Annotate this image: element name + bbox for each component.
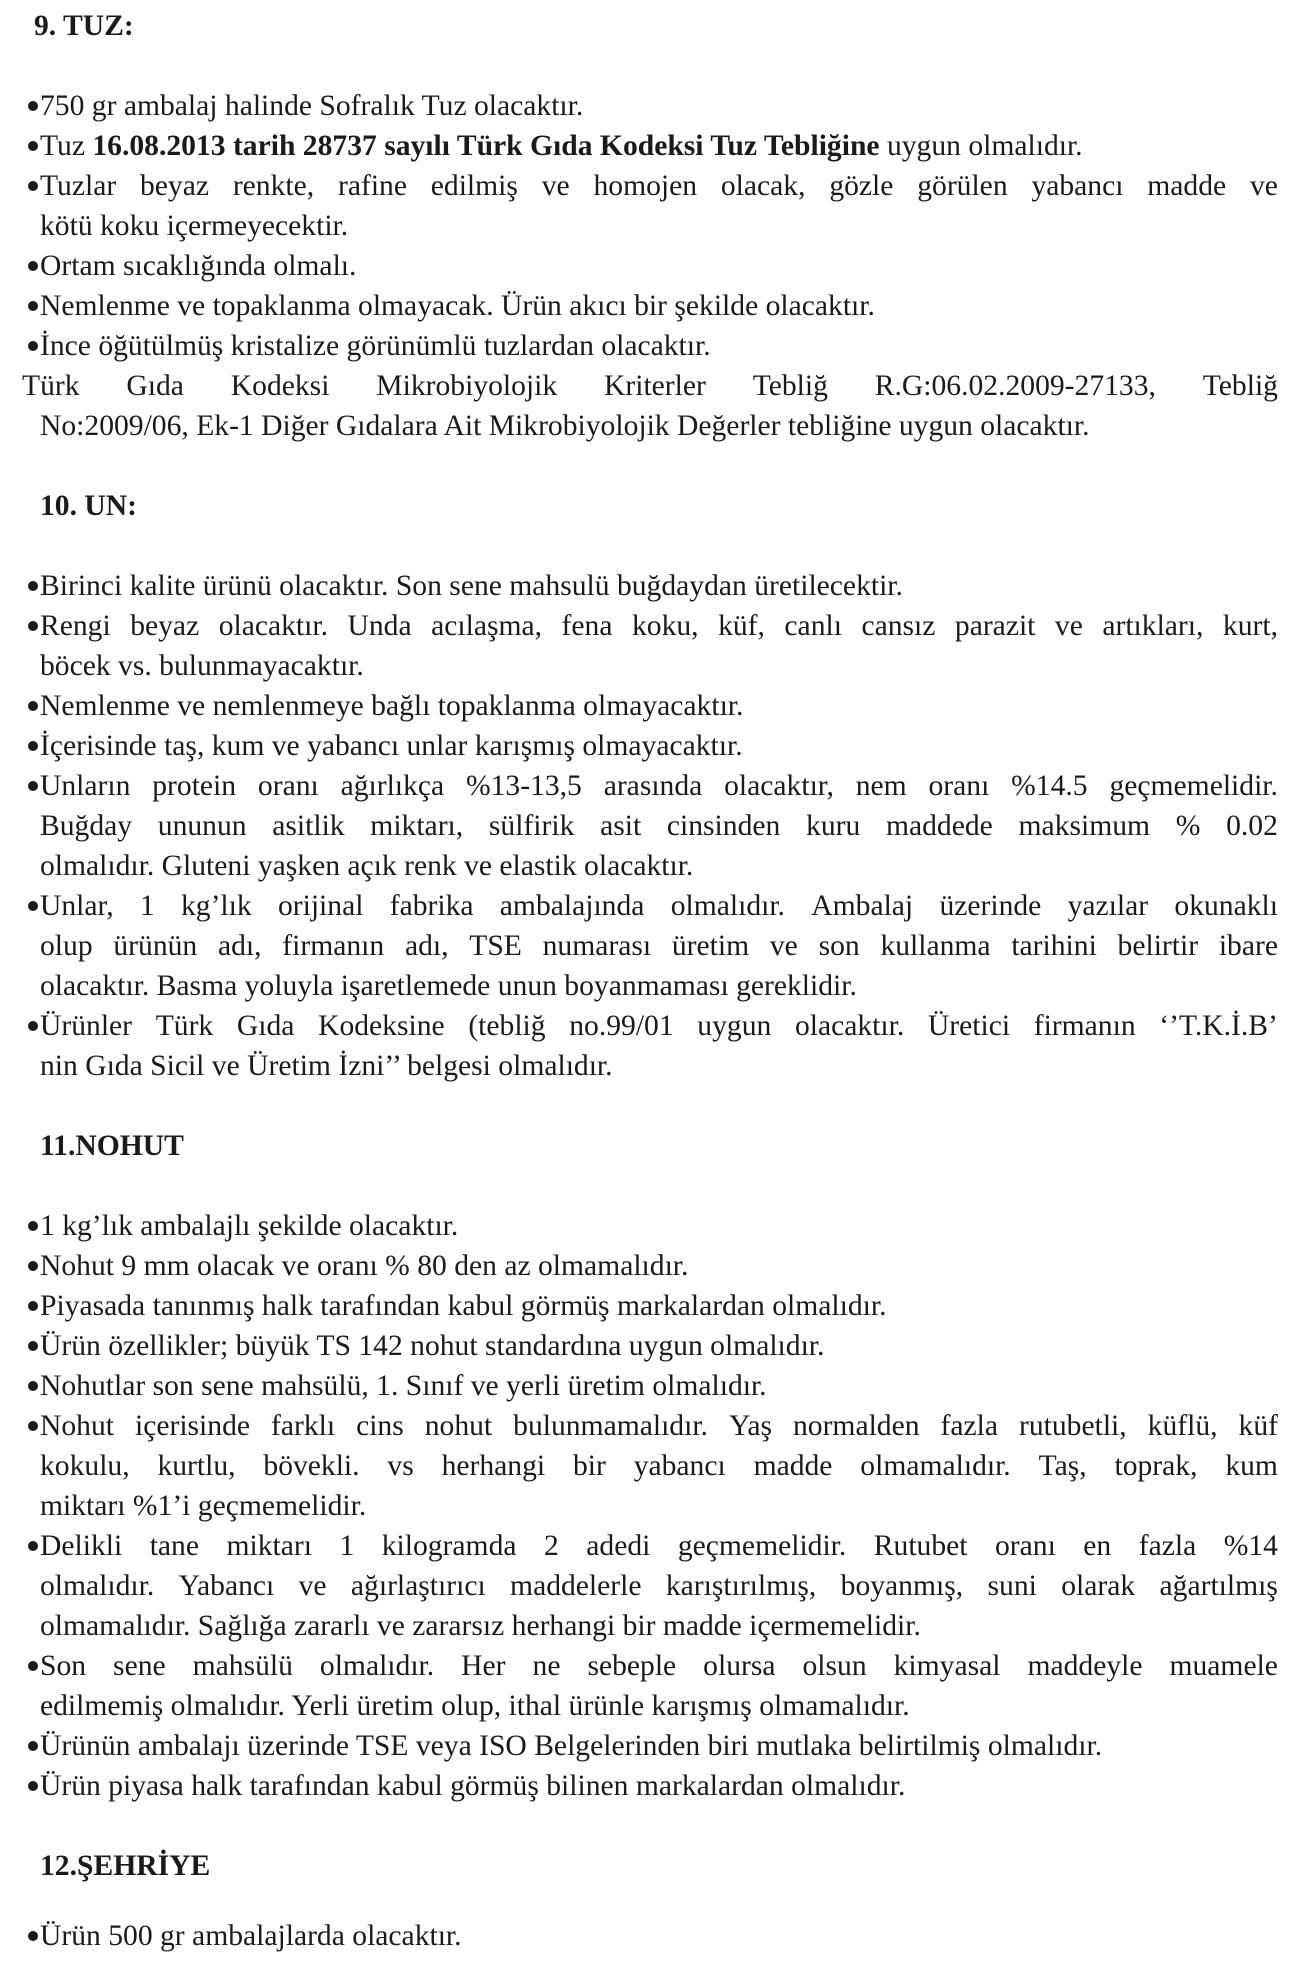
list-item: 750 gr ambalaj halinde Sofralık Tuz olacaktır. — [40, 90, 584, 122]
section-title-nohut: 11.NOHUT — [40, 1130, 184, 1162]
list-item: İnce öğütülmüş kristalize görünümlü tuzlardan olacaktır. — [40, 330, 711, 362]
list-item: İçerisinde taş, kum ve yabancı unlar karışmış olmayacaktır. — [40, 730, 743, 762]
list-item: Nemlenme ve topaklanma olmayacak. Ürün akıcı bir şekilde olacaktır. — [40, 290, 875, 322]
bullet-icon — [28, 1341, 38, 1351]
list-item: Tuz 16.08.2013 tarih 28737 sayılı Türk Gıda Kodeksi Tuz Tebliğine uygun olmalıdır. — [40, 130, 1083, 162]
bullet-icon — [28, 621, 38, 631]
list-item-continuation: Buğday ununun asitlik miktarı, sülfirik asit cinsinden kuru maddede maksimum % 0.02 — [40, 810, 1278, 842]
bullet-icon — [28, 1221, 38, 1231]
list-item: 1 kg’lık ambalajlı şekilde olacaktır. — [40, 1210, 459, 1242]
list-item-continuation: böcek vs. bulunmayacaktır. — [40, 650, 364, 682]
list-item: Ürünler Türk Gıda Kodeksine (tebliğ no.99/01 uygun olacaktır. Üretici firmanın ‘’T.K.İ.B’ — [40, 1010, 1278, 1042]
bullet-icon — [28, 141, 38, 151]
bullet-icon — [28, 301, 38, 311]
list-item: Ortam sıcaklığında olmalı. — [40, 250, 357, 282]
list-item: Ürün özellikler; büyük TS 142 nohut standardına uygun olmalıdır. — [40, 1330, 825, 1362]
bullet-icon — [28, 701, 38, 711]
bullet-icon — [28, 901, 38, 911]
section-title-sehriye: 12.ŞEHRİYE — [40, 1850, 211, 1882]
list-item: Unların protein oranı ağırlıkça %13-13,5 arasında olacaktır, nem oranı %14.5 geçmemelidir. — [40, 770, 1278, 802]
bullet-icon — [28, 1661, 38, 1671]
bullet-icon — [28, 261, 38, 271]
regulation-note-continuation: No:2009/06, Ek-1 Diğer Gıdalara Ait Mikrobiyolojik Değerler tebliğine uygun olacaktır. — [40, 410, 1090, 442]
list-item-continuation: miktarı %1’i geçmemelidir. — [40, 1490, 367, 1522]
list-item-continuation: olmamalıdır. Sağlığa zararlı ve zararsız herhangi bir madde içermemelidir. — [40, 1610, 921, 1642]
bullet-icon — [28, 1381, 38, 1391]
list-item: Nohut 9 mm olacak ve oranı % 80 den az olmamalıdır. — [40, 1250, 689, 1282]
list-item: Ürünün ambalajı üzerinde TSE veya ISO Belgelerinden biri mutlaka belirtilmiş olmalıdır. — [40, 1730, 1103, 1762]
list-item: Nemlenme ve nemlenmeye bağlı topaklanma olmayacaktır. — [40, 690, 744, 722]
regulation-reference: 16.08.2013 tarih 28737 sayılı Türk Gıda Kodeksi Tuz Tebliğine — [92, 130, 880, 162]
section-title-tuz: 9. TUZ: — [34, 10, 134, 42]
bullet-icon — [28, 1931, 38, 1941]
list-item-continuation: kokulu, kurtlu, bövekli. vs herhangi bir yabancı madde olmamalıdır. Taş, toprak, kum — [40, 1450, 1278, 1482]
regulation-note: Türk Gıda Kodeksi Mikrobiyolojik Kriterler Tebliğ R.G:06.02.2009-27133, Tebliğ — [22, 370, 1278, 402]
bullet-icon — [28, 741, 38, 751]
bullet-icon — [28, 1301, 38, 1311]
list-item: Delikli tane miktarı 1 kilogramda 2 adedi geçmemelidir. Rutubet oranı en fazla %14 — [40, 1530, 1278, 1562]
list-item: Rengi beyaz olacaktır. Unda acılaşma, fena koku, küf, canlı cansız parazit ve artıkları, kurt, — [40, 610, 1278, 642]
list-item: Unlar, 1 kg’lık orijinal fabrika ambalajında olmalıdır. Ambalaj üzerinde yazılar okunaklı — [40, 890, 1278, 922]
bullet-icon — [28, 581, 38, 591]
bullet-icon — [28, 1021, 38, 1031]
list-item-continuation: olmalıdır. Gluteni yaşken açık renk ve elastik olacaktır. — [40, 850, 694, 882]
list-item: Ürün 500 gr ambalajlarda olacaktır. — [40, 1920, 462, 1952]
list-item: Piyasada tanınmış halk tarafından kabul görmüş markalardan olmalıdır. — [40, 1290, 887, 1322]
list-item-continuation: nin Gıda Sicil ve Üretim İzni’’ belgesi olmalıdır. — [40, 1050, 613, 1082]
list-item: Nohut içerisinde farklı cins nohut bulunmamalıdır. Yaş normalden fazla rutubetli, küflü, küf — [40, 1410, 1278, 1442]
bullet-icon — [28, 781, 38, 791]
list-item-continuation: olmalıdır. Yabancı ve ağırlaştırıcı maddelerle karıştırılmış, boyanmış, suni olarak ağartılmış — [40, 1570, 1278, 1602]
list-item-continuation: kötü koku içermeyecektir. — [40, 210, 349, 242]
bullet-icon — [28, 1781, 38, 1791]
bullet-icon — [28, 341, 38, 351]
bullet-icon — [28, 1741, 38, 1751]
list-item: Ürün piyasa halk tarafından kabul görmüş bilinen markalardan olmalıdır. — [40, 1770, 906, 1802]
list-item: Tuzlar beyaz renkte, rafine edilmiş ve homojen olacak, gözle görülen yabancı madde ve — [40, 170, 1278, 202]
list-item-continuation: olup ürünün adı, firmanın adı, TSE numarası üretim ve son kullanma tarihini belirtir ibare — [40, 930, 1278, 962]
section-title-un: 10. UN: — [40, 490, 137, 522]
list-item-continuation: olacaktır. Basma yoluyla işaretlemede unun boyanmaması gereklidir. — [40, 970, 857, 1002]
bullet-icon — [28, 101, 38, 111]
bullet-icon — [28, 1541, 38, 1551]
list-item: Birinci kalite ürünü olacaktır. Son sene mahsulü buğdaydan üretilecektir. — [40, 570, 903, 602]
bullet-icon — [28, 1421, 38, 1431]
list-item: Son sene mahsülü olmalıdır. Her ne sebeple olursa olsun kimyasal maddeyle muamele — [40, 1650, 1278, 1682]
bullet-icon — [28, 1261, 38, 1271]
list-item: Nohutlar son sene mahsülü, 1. Sınıf ve yerli üretim olmalıdır. — [40, 1370, 767, 1402]
bullet-icon — [28, 181, 38, 191]
list-item-continuation: edilmemiş olmalıdır. Yerli üretim olup, ithal ürünle karışmış olmamalıdır. — [40, 1690, 910, 1722]
